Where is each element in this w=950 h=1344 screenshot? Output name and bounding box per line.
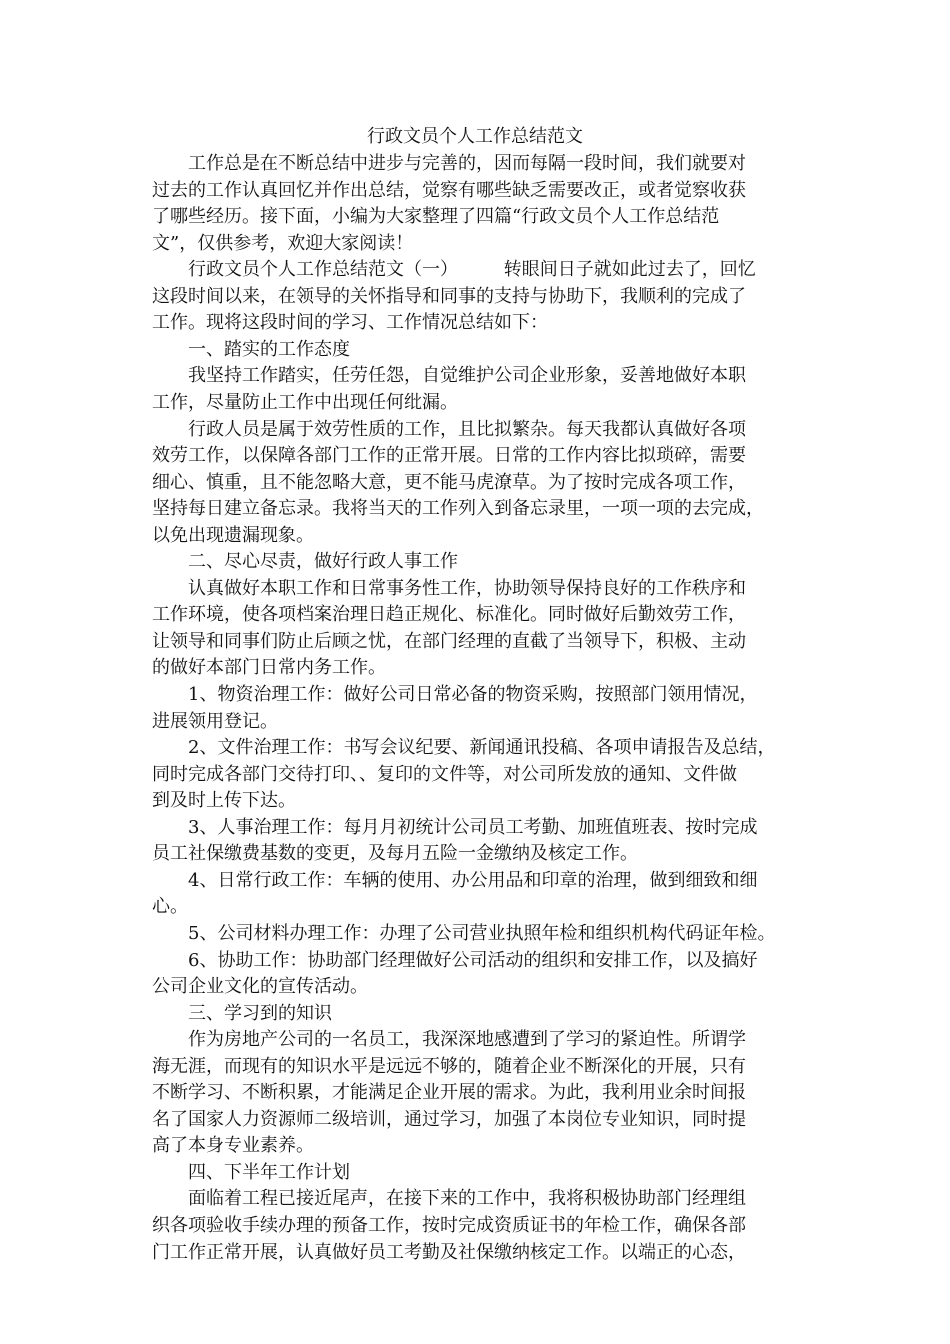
paragraph-line: 细心、慎重，且不能忽略大意，更不能马虎潦草。为了按时完成各项工作， [152,471,746,493]
paragraph-line: 过去的工作认真回忆并作出总结，觉察有哪些缺乏需要改正，或者觉察收获 [152,179,746,201]
paragraph-line: 这段时间以来，在领导的关怀指导和同事的支持与协助下，我顺利的完成了 [152,285,746,307]
paragraph-line: 以免出现遗漏现象。 [152,524,314,546]
paragraph-line: 心。 [152,896,188,918]
paragraph-line: 1、物资治理工作：做好公司日常必备的物资采购，按照部门领用情况， [188,684,758,705]
paragraph-line: 效劳工作，以保障各部门工作的正常开展。日常的工作内容比拟琐碎，需要 [152,445,746,467]
paragraph-line: 6、协助工作：协助部门经理做好公司活动的组织和安排工作，以及搞好 [188,949,758,971]
paragraph-line: 二、尽心尽责，做好行政人事工作 [188,551,458,573]
paragraph-line: 工作环境，使各项档案治理日趋正规化、标准化。同时做好后勤效劳工作， [152,604,746,626]
paragraph-line: 工作，尽量防止工作中出现任何纰漏。 [152,391,458,413]
paragraph-line: 三、学习到的知识 [188,1002,332,1024]
paragraph-line: 4、日常行政工作：车辆的使用、办公用品和印章的治理，做到细致和细 [188,869,758,891]
paragraph-line: 四、下半年工作计划 [188,1161,350,1183]
paragraph-line: 坚持每日建立备忘录。我将当天的工作列入到备忘录里，一项一项的去完成， [152,498,764,520]
paragraph-line: 到及时上传下达。 [152,790,296,812]
paragraph-line: 门工作正常开展，认真做好员工考勤及社保缴纳核定工作。以端正的心态， [152,1241,746,1263]
paragraph-line: 了哪些经历。接下面，小编为大家整理了四篇“行政文员个人工作总结范 [152,206,720,228]
paragraph-line: 同时完成各部门交待打印、、复印的文件等，对公司所发放的通知、文件做 [152,763,737,785]
paragraph-line: 行政人员是属于效劳性质的工作，且比拟繁杂。每天我都认真做好各项 [188,418,746,440]
paragraph-line: 面临着工程已接近尾声，在接下来的工作中，我将积极协助部门经理组 [188,1188,746,1210]
paragraph-line: 行政文员个人工作总结范文（一） 转眼间日子就如此过去了，回忆 [188,259,756,281]
paragraph-line: 让领导和同事们防止后顾之忧，在部门经理的直截了当领导下，积极、主动 [152,630,746,652]
paragraph-line: 员工社保缴费基数的变更，及每月五险一金缴纳及核定工作。 [152,843,638,865]
paragraph-line: 高了本身专业素养。 [152,1135,314,1157]
paragraph-line: 我坚持工作踏实，任劳任怨，自觉维护公司企业形象，妥善地做好本职 [188,365,746,387]
paragraph-line: 2、文件治理工作：书写会议纪要、新闻通讯投稿、各项申请报告及总结， [188,737,776,759]
paragraph-line: 工作总是在不断总结中进步与完善的，因而每隔一段时间，我们就要对 [188,153,746,174]
paragraph-line: 认真做好本职工作和日常事务性工作，协助领导保持良好的工作秩序和 [188,577,746,599]
paragraph-line: 作为房地产公司的一名员工，我深深地感遭到了学习的紧迫性。所谓学 [188,1029,746,1051]
paragraph-line: 工作。现将这段时间的学习、工作情况总结如下： [152,312,548,334]
paragraph-line: 文”，仅供参考，欢迎大家阅读！ [152,232,414,254]
paragraph-line: 进展领用登记。 [152,710,278,732]
paragraph-line: 名了国家人力资源师二级培训，通过学习，加强了本岗位专业知识，同时提 [152,1108,746,1130]
paragraph-line: 3、人事治理工作：每月月初统计公司员工考勤、加班值班表、按时完成 [188,816,758,838]
paragraph-line: 公司企业文化的宣传活动。 [152,976,368,998]
paragraph-line: 的做好本部门日常内务工作。 [152,657,386,679]
paragraph-line: 5、公司材料办理工作：办理了公司营业执照年检和组织机构代码证年检。 [188,922,776,944]
paragraph-line: 织各项验收手续办理的预备工作，按时完成资质证书的年检工作，确保各部 [152,1215,746,1236]
paragraph-line: 不断学习、不断积累，才能满足企业开展的需求。为此，我利用业余时间报 [152,1082,746,1104]
document-title: 行政文员个人工作总结范文 [367,126,583,147]
paragraph-line: 海无涯，而现有的知识水平是远远不够的，随着企业不断深化的开展，只有 [152,1055,746,1077]
paragraph-line: 一、踏实的工作态度 [188,338,350,360]
